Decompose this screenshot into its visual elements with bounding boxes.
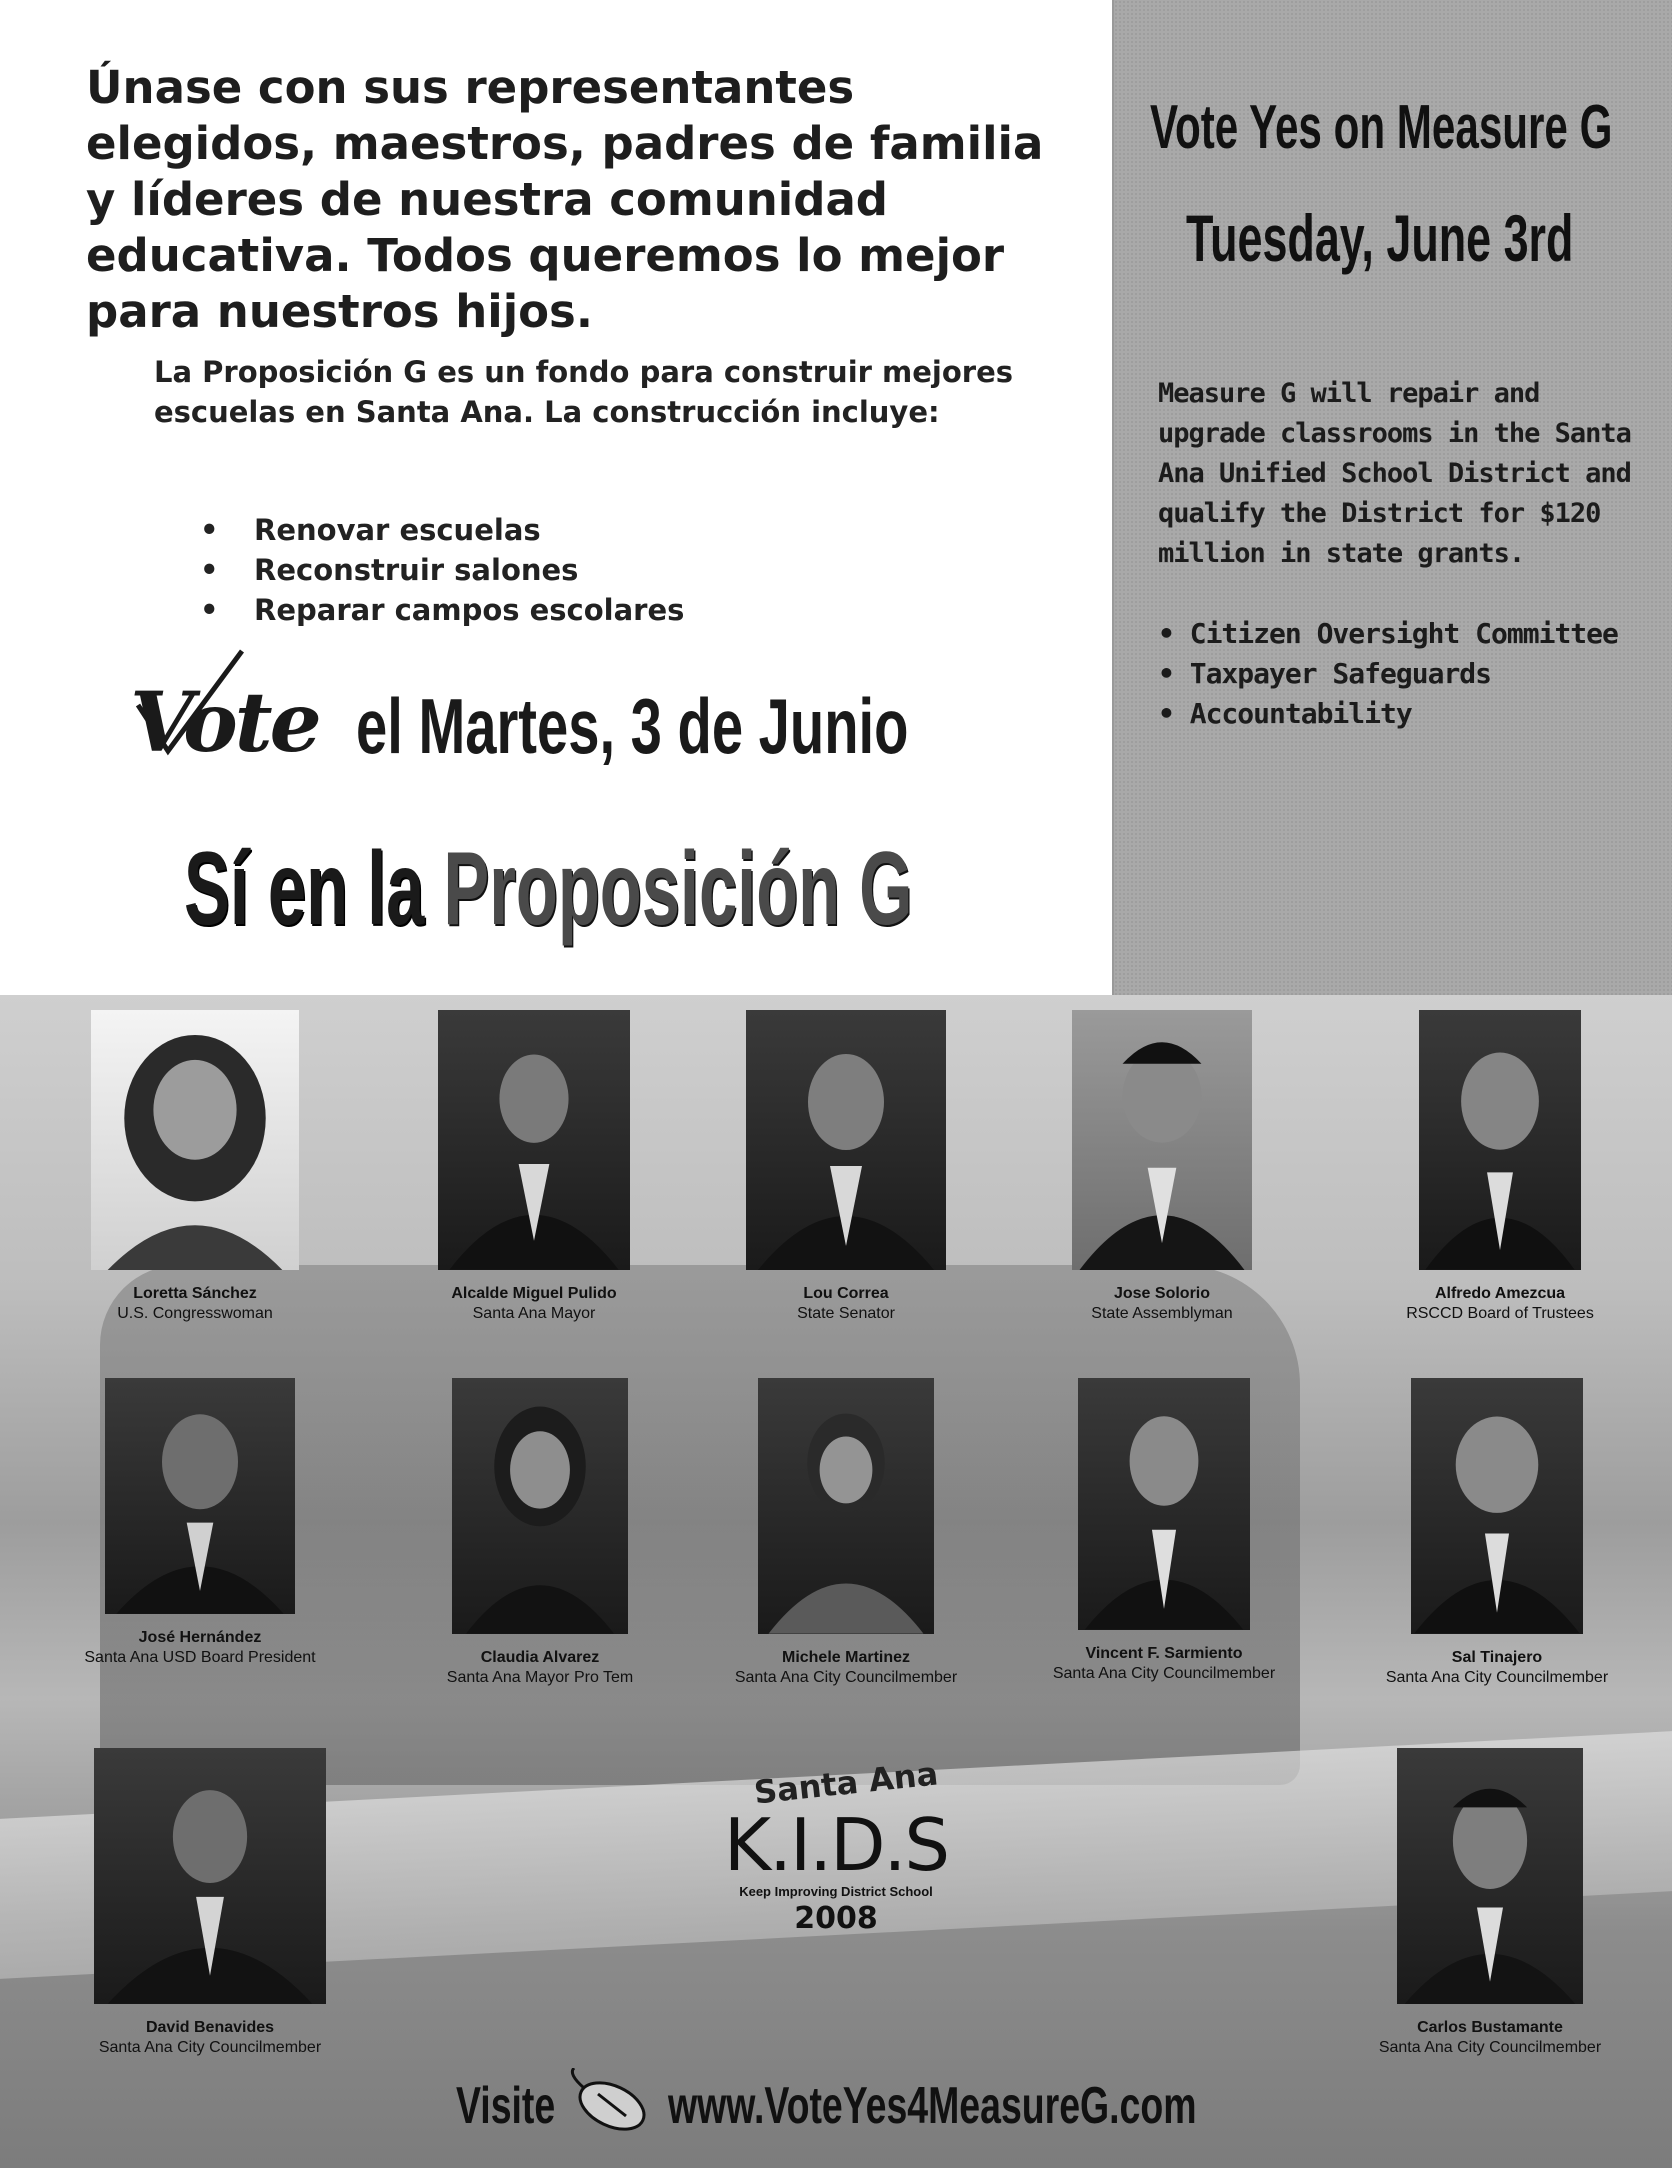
english-description: Measure G will repair and upgrade classrooms in the Santa Ana Unified School District and qualify the District for $120 million in state grants.: [1158, 378, 1631, 569]
computer-mouse-icon: [564, 2068, 654, 2138]
proposition-g-highlight: Proposición G: [443, 831, 913, 947]
portrait-photo: [452, 1378, 628, 1634]
endorser-card: Alfredo Amezcua RSCCD Board of Trustees: [1368, 1010, 1632, 1324]
endorser-card: Sal Tinajero Santa Ana City Councilmember: [1354, 1378, 1640, 1688]
portrait-photo: [94, 1748, 326, 2004]
santa-ana-kids-logo: Santa Ana K.I.D.S Keep Improving District School 2008: [723, 1754, 949, 1936]
english-panel: [1112, 0, 1672, 995]
vote-date-text: el Martes, 3 de Junio: [356, 682, 909, 770]
portrait-photo: [91, 1010, 299, 1270]
portrait-photo: [758, 1378, 934, 1634]
endorser-card: Carlos Bustamante Santa Ana City Councilmember: [1360, 1748, 1620, 2058]
list-item: • Taxpayer Safeguards: [1158, 657, 1492, 690]
endorser-card: Jose Solorio State Assemblyman: [1032, 1010, 1292, 1324]
portrait-photo: [438, 1010, 630, 1270]
visit-website-line: [456, 2076, 1356, 2146]
construction-list: [196, 510, 684, 630]
portrait-photo: [746, 1010, 946, 1270]
list-item: • Reconstruir salones: [200, 553, 579, 587]
endorser-card: Claudia Alvarez Santa Ana Mayor Pro Tem: [410, 1378, 670, 1688]
list-item: • Accountability: [1158, 697, 1412, 730]
yes-on-proposition-headline: Sí en la Proposición G: [184, 831, 913, 947]
vote-script-logo: Vote: [130, 675, 319, 771]
checkmark-icon: [130, 647, 250, 767]
endorser-card: Michele Martinez Santa Ana City Councilmember: [716, 1378, 976, 1688]
endorser-card: José Hernández Santa Ana USD Board President: [60, 1378, 340, 1668]
portrait-photo: [1411, 1378, 1583, 1634]
vote-date-line: [130, 675, 1090, 785]
endorser-card: David Benavides Santa Ana City Councilmember: [60, 1748, 360, 2058]
description-text: La Proposición G es un fondo para construir mejores escuelas en Santa Ana. La construcción incluye:: [154, 355, 1014, 429]
visit-label: Visite: [456, 2077, 556, 2135]
spanish-panel: [0, 0, 1112, 995]
endorser-card: Loretta Sánchez U.S. Congresswoman: [70, 1010, 320, 1324]
endorser-card: Alcalde Miguel Pulido Santa Ana Mayor: [404, 1010, 664, 1324]
portrait-photo: [1078, 1378, 1250, 1630]
english-date: Tuesday, June 3rd: [1186, 201, 1574, 275]
list-item: • Reparar campos escolares: [200, 593, 685, 627]
portrait-photo: [1397, 1748, 1583, 2004]
portrait-photo: [105, 1378, 295, 1614]
website-link[interactable]: www.VoteYes4MeasureG.com: [668, 2077, 1197, 2135]
endorser-card: Vincent F. Sarmiento Santa Ana City Councilmember: [1034, 1378, 1294, 1684]
endorser-card: Lou Correa State Senator: [716, 1010, 976, 1324]
safeguards-list: [1158, 614, 1618, 734]
portrait-photo: [1419, 1010, 1581, 1270]
list-item: • Citizen Oversight Committee: [1158, 617, 1618, 650]
intro-text: Únase con sus representantes elegidos, maestros, padres de familia y líderes de nuestra comunidad educativa. Todos queremos lo mejor para nuestros hijos.: [86, 61, 1044, 338]
list-item: • Renovar escuelas: [200, 513, 541, 547]
portrait-photo: [1072, 1010, 1252, 1270]
english-headline: Vote Yes on Measure G: [1150, 93, 1613, 162]
